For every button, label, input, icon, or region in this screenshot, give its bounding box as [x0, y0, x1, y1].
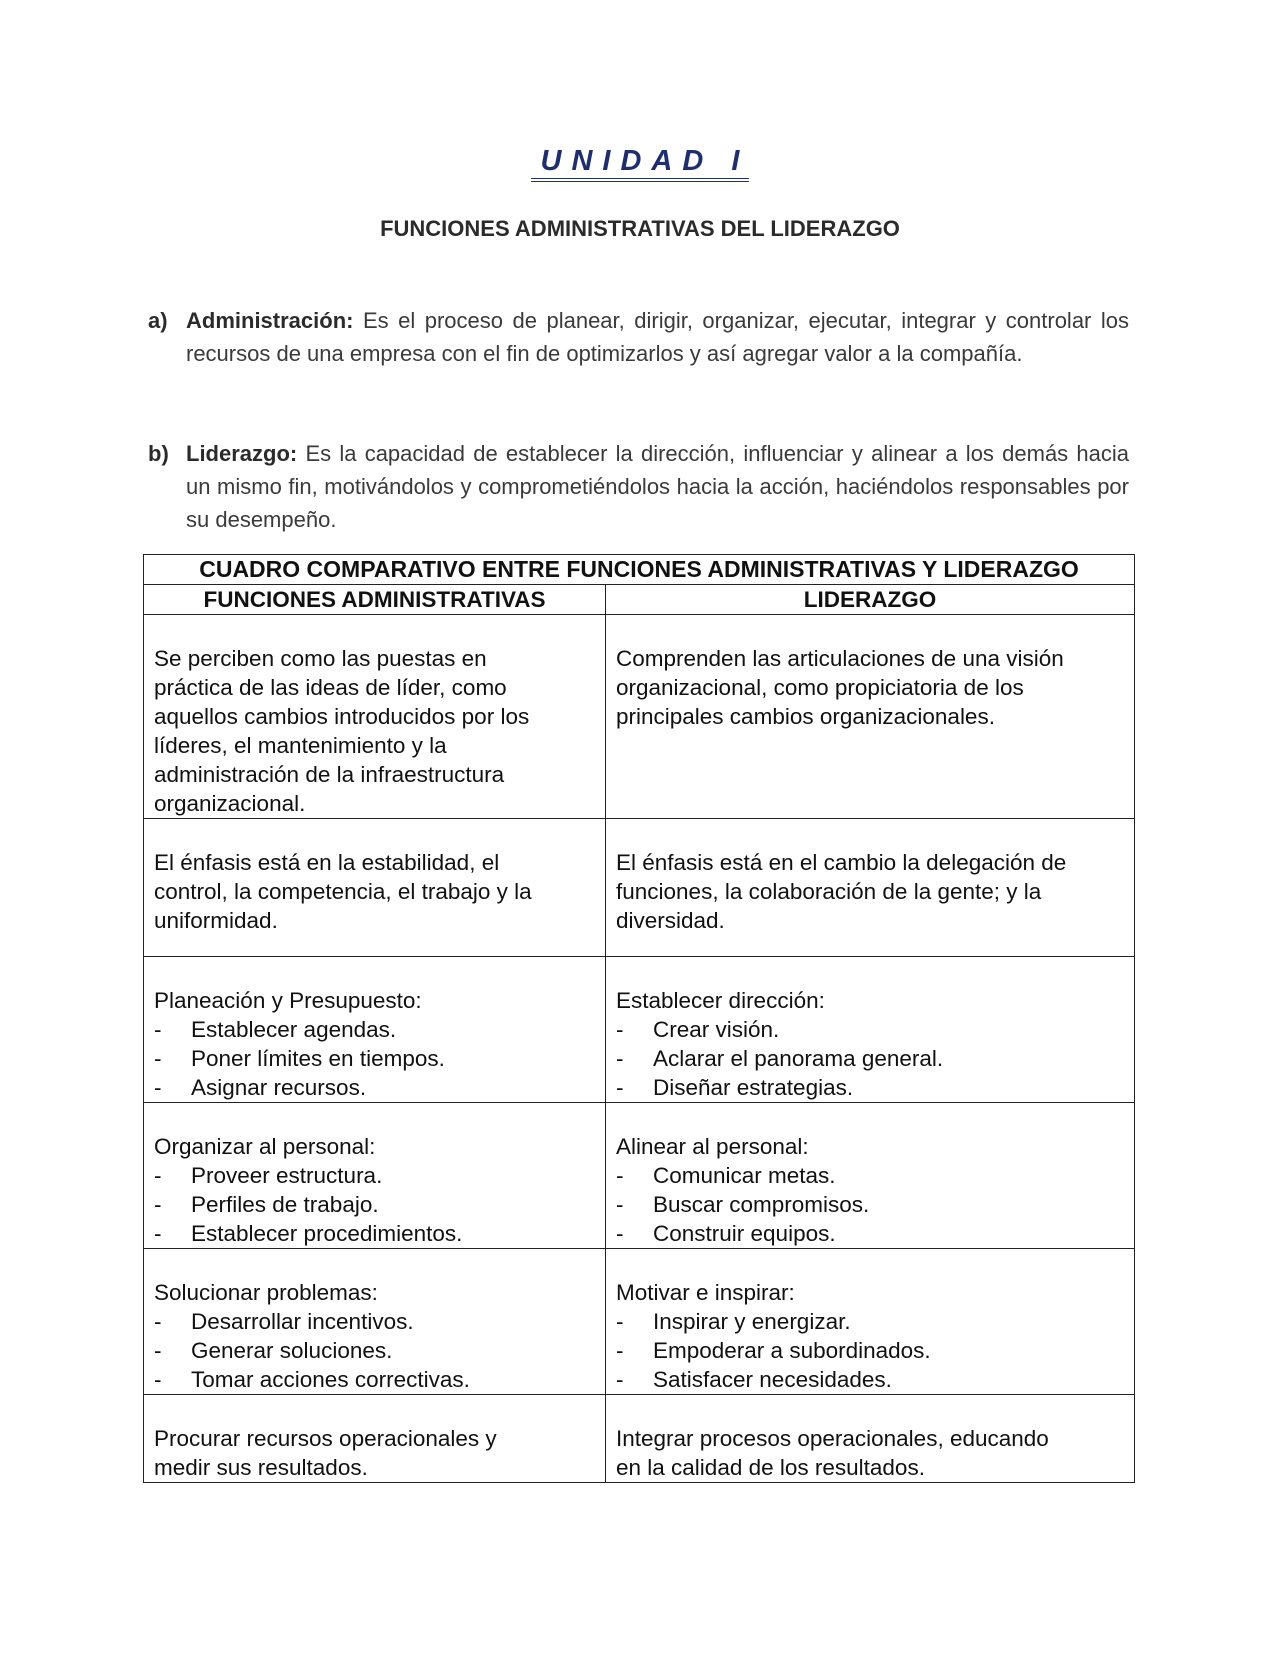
dash-bullet-icon: - [616, 1221, 624, 1246]
list-item-text: Desarrollar incentivos. [191, 1309, 414, 1334]
cell-text-line: funciones, la colaboración de la gente; y la [616, 879, 1042, 904]
table-header-row [144, 585, 1135, 615]
table-caption: CUADRO COMPARATIVO ENTRE FUNCIONES ADMINISTRATIVAS Y LIDERAZGO [144, 555, 1135, 585]
dash-bullet-icon: - [154, 1192, 162, 1217]
definition-body [186, 437, 1129, 536]
list-item-text: Diseñar estrategias. [653, 1075, 854, 1100]
cell-text-line: medir sus resultados. [154, 1455, 368, 1480]
page-title: FUNCIONES ADMINISTRATIVAS DEL LIDERAZGO [380, 216, 900, 241]
column-header-funciones: FUNCIONES ADMINISTRATIVAS [144, 585, 606, 615]
list-item-text: Poner límites en tiempos. [191, 1046, 445, 1071]
list-item-text: Perfiles de trabajo. [191, 1192, 379, 1217]
cell-funciones [144, 1103, 606, 1249]
list-item [616, 1044, 1124, 1073]
dash-bullet-icon: - [154, 1075, 162, 1100]
definition-term: Liderazgo: [186, 441, 298, 466]
list-item-text: Establecer agendas. [191, 1017, 397, 1042]
cell-text-line: organizacional, como propiciatoria de los [616, 675, 1024, 700]
table-row [144, 957, 1135, 1103]
dash-bullet-icon: - [616, 1017, 624, 1042]
cell-text-line: en la calidad de los resultados. [616, 1455, 925, 1480]
list-item [616, 1365, 1124, 1394]
list-item-text: Comunicar metas. [653, 1163, 836, 1188]
cell-liderazgo [606, 957, 1135, 1103]
cell-text-line: uniformidad. [154, 908, 278, 933]
dash-bullet-icon: - [154, 1046, 162, 1071]
cell-text-line: Comprenden las articulaciones de una visión [616, 646, 1064, 671]
cell-funciones [144, 1249, 606, 1395]
cell-funciones [144, 1395, 606, 1483]
cell-heading: Organizar al personal: [154, 1134, 376, 1159]
cell-heading: Solucionar problemas: [154, 1280, 378, 1305]
cell-text-line: organizacional. [154, 791, 306, 816]
cell-text-line: control, la competencia, el trabajo y la [154, 879, 532, 904]
dash-bullet-icon: - [616, 1075, 624, 1100]
comparison-table [143, 554, 1135, 1483]
cell-heading: Planeación y Presupuesto: [154, 988, 422, 1013]
cell-funciones [144, 615, 606, 819]
cell-liderazgo [606, 615, 1135, 819]
unit-title-text: UNIDAD I [531, 145, 750, 182]
column-header-liderazgo: LIDERAZGO [606, 585, 1135, 615]
cell-heading: Motivar e inspirar: [616, 1280, 795, 1305]
dash-bullet-icon: - [154, 1221, 162, 1246]
definition-marker: b) [148, 441, 169, 466]
cell-heading: Alinear al personal: [616, 1134, 809, 1159]
cell-text-line: aquellos cambios introducidos por los [154, 704, 530, 729]
list-item [616, 1336, 1124, 1365]
table-row [144, 1395, 1135, 1483]
unit-title [0, 145, 1280, 178]
cell-funciones [144, 819, 606, 957]
list-item [616, 1015, 1124, 1044]
list-item [154, 1073, 595, 1102]
definition-text: Es la capacidad de establecer la dirección, influenciar y alinear a los demás hacia un mismo fin, motivándolos y comprometiéndolos hacia la acción, haciéndolos responsables por su desempeño. [186, 441, 1129, 532]
list-item-text: Inspirar y energizar. [653, 1309, 851, 1334]
definition-body [186, 304, 1129, 370]
cell-text-line: Integrar procesos operacionales, educando [616, 1426, 1049, 1451]
dash-bullet-icon: - [616, 1309, 624, 1334]
definition-liderazgo [148, 437, 1129, 536]
table-row [144, 1249, 1135, 1395]
list-item [154, 1365, 595, 1394]
list-item-text: Crear visión. [653, 1017, 780, 1042]
dash-bullet-icon: - [154, 1163, 162, 1188]
cell-text-line: El énfasis está en el cambio la delegación de [616, 850, 1067, 875]
list-item-text: Asignar recursos. [191, 1075, 367, 1100]
list-item-text: Tomar acciones correctivas. [191, 1367, 470, 1392]
list-item-text: Empoderar a subordinados. [653, 1338, 931, 1363]
list-item [154, 1161, 595, 1190]
dash-bullet-icon: - [616, 1046, 624, 1071]
table-row [144, 1103, 1135, 1249]
cell-liderazgo [606, 1395, 1135, 1483]
list-item-text: Satisfacer necesidades. [653, 1367, 892, 1392]
list-item [154, 1219, 595, 1248]
list-item [616, 1190, 1124, 1219]
list-item-text: Proveer estructura. [191, 1163, 383, 1188]
table-caption-row [144, 555, 1135, 585]
list-item [154, 1015, 595, 1044]
cell-text-line: líderes, el mantenimiento y la [154, 733, 447, 758]
dash-bullet-icon: - [616, 1338, 624, 1363]
list-item-text: Aclarar el panorama general. [653, 1046, 944, 1071]
list-item-text: Buscar compromisos. [653, 1192, 870, 1217]
cell-funciones [144, 957, 606, 1103]
definition-marker: a) [148, 308, 168, 333]
list-item-text: Generar soluciones. [191, 1338, 393, 1363]
cell-text-line: práctica de las ideas de líder, como [154, 675, 507, 700]
cell-liderazgo [606, 1103, 1135, 1249]
dash-bullet-icon: - [616, 1192, 624, 1217]
list-item-text: Establecer procedimientos. [191, 1221, 463, 1246]
cell-text-line: principales cambios organizacionales. [616, 704, 995, 729]
list-item [616, 1073, 1124, 1102]
dash-bullet-icon: - [154, 1309, 162, 1334]
dash-bullet-icon: - [154, 1017, 162, 1042]
list-item [616, 1307, 1124, 1336]
definition-term: Administración: [186, 308, 354, 333]
cell-heading: Establecer dirección: [616, 988, 825, 1013]
table-body [144, 615, 1135, 1483]
list-item [154, 1190, 595, 1219]
dash-bullet-icon: - [616, 1163, 624, 1188]
list-item [154, 1307, 595, 1336]
cell-text-line: Procurar recursos operacionales y [154, 1426, 497, 1451]
list-item [616, 1219, 1124, 1248]
dash-bullet-icon: - [154, 1367, 162, 1392]
table-row [144, 615, 1135, 819]
list-item [154, 1044, 595, 1073]
list-item-text: Construir equipos. [653, 1221, 836, 1246]
cell-liderazgo [606, 1249, 1135, 1395]
dash-bullet-icon: - [616, 1367, 624, 1392]
cell-text-line: diversidad. [616, 908, 725, 933]
dash-bullet-icon: - [154, 1338, 162, 1363]
cell-liderazgo [606, 819, 1135, 957]
cell-text-line: El énfasis está en la estabilidad, el [154, 850, 500, 875]
list-item [616, 1161, 1124, 1190]
table-row [144, 819, 1135, 957]
list-item [154, 1336, 595, 1365]
definition-administracion [148, 304, 1129, 370]
cell-text-line: administración de la infraestructura [154, 762, 505, 787]
cell-text-line: Se perciben como las puestas en [154, 646, 487, 671]
definition-text: Es el proceso de planear, dirigir, organizar, ejecutar, integrar y controlar los recursos de una empresa con el fin de optimizarlos y así agregar valor a la compañía. [186, 308, 1129, 366]
